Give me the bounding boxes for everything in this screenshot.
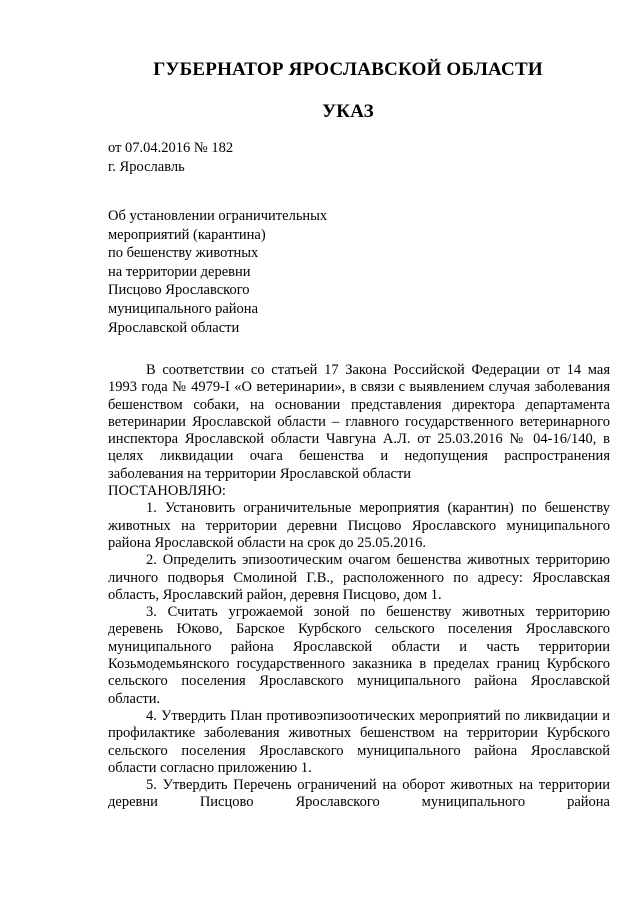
document-date-number: от 07.04.2016 № 182 — [108, 140, 234, 156]
decree-item-4: 4. Утвердить План противоэпизоотических мероприятий по ликвидации и профилактике заболевания животных бешенством на территории Курбского сельского поселения Ярославского муниципального района Ярославской области согласно приложению 1. — [108, 707, 610, 776]
decree-item-2: 2. Определить эпизоотическим очагом бешенства животных территорию личного подворья Смолиной Г.В., расположенного по адресу: Ярославская область, Ярославский район, деревня Писцово, дом 1. — [108, 552, 610, 603]
subject-line: Ярославской области — [108, 319, 240, 336]
subject-line: на территории деревни — [108, 263, 251, 280]
preamble-paragraph: В соответствии со статьей 17 Закона Российской Федерации от 14 мая 1993 года № 4979-I «О ветеринарии», в связи с выявлением случая заболевания бешенством собаки, на основании представления директора департамента ветеринарии Ярославской области – главного государственного ветеринарного инспектора Ярославской области Чавгуна А.Л. от 25.03.2016 № 04-16/140, в целях ликвидации очага бешенства и недопущения распространения заболевания на территории Ярославской области — [108, 362, 610, 482]
decree-word: ПОСТАНОВЛЯЮ: — [108, 483, 226, 500]
document-type-heading: УКАЗ — [322, 101, 374, 122]
document-city: г. Ярославль — [108, 159, 185, 175]
document-subject — [108, 207, 327, 337]
issuer-heading: ГУБЕРНАТОР ЯРОСЛАВСКОЙ ОБЛАСТИ — [153, 59, 543, 80]
subject-line: по бешенству животных — [108, 245, 259, 262]
decree-item-1: 1. Установить ограничительные мероприятия (карантин) по бешенству животных на территории деревни Писцово Ярославского муниципального района Ярославской области на срок до 25.05.2016. — [108, 500, 610, 551]
subject-line: муниципального района — [108, 300, 258, 317]
decree-item-5: 5. Утвердить Перечень ограничений на оборот животных на территории деревни Писцово Ярославского муниципального района — [108, 777, 610, 811]
decree-item-3: 3. Считать угрожаемой зоной по бешенству животных территорию деревень Юково, Барское Курбского сельского поселения Ярославского муниципального района Ярославской области и часть территории Козьмодемьянского государственного заказника в пределах границ Курбского сельского поселения Ярославского муниципального района Ярославской области. — [108, 604, 610, 707]
subject-line: Об установлении ограничительных — [108, 208, 328, 224]
document-body — [108, 362, 610, 812]
subject-line: Писцово Ярославского — [108, 282, 250, 299]
subject-line: мероприятий (карантина) — [108, 226, 266, 243]
